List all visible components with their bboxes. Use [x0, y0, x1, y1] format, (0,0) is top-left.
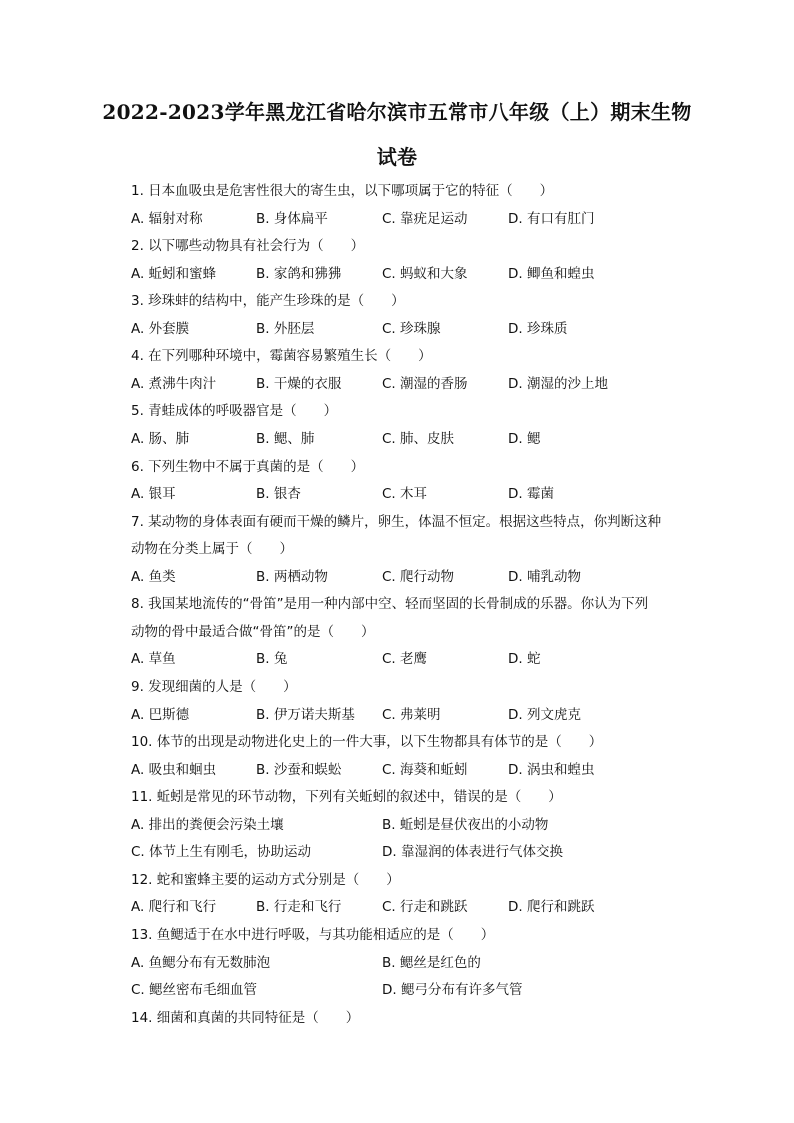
- question-5-stem-row: [0, 395, 794, 422]
- question-11-options-row-2: [0, 836, 794, 863]
- option-a: A. 肠、肺: [131, 431, 190, 447]
- question-4-options-row: [0, 368, 794, 395]
- option-a: A. 巴斯德: [131, 707, 190, 723]
- question-3-options-row: [0, 313, 794, 340]
- question-stem: 8. 我国某地流传的“骨笛”是用一种内部中空、轻而坚固的长骨制成的乐器。你认为下列: [131, 596, 649, 612]
- option-c: C. 靠疣足运动: [382, 211, 468, 227]
- option-b: B. 外胚层: [256, 321, 315, 337]
- option-b: B. 行走和飞行: [256, 899, 342, 915]
- question-11-stem-row: [0, 781, 794, 808]
- option-b: B. 两栖动物: [256, 569, 328, 585]
- option-c: C. 体节上生有刚毛，协助运动: [131, 844, 312, 860]
- question-3-stem-row: [0, 285, 794, 312]
- question-13-stem-row: [0, 919, 794, 946]
- question-2-options-row: [0, 258, 794, 285]
- question-stem-continued: 动物在分类上属于（ ）: [131, 541, 293, 557]
- option-d: D. 有口有肛门: [508, 211, 595, 227]
- option-a: A. 辐射对称: [131, 211, 203, 227]
- option-d: D. 潮湿的沙上地: [508, 376, 608, 392]
- option-b: B. 银杏: [256, 486, 301, 502]
- option-b: B. 兔: [256, 651, 288, 667]
- option-a: A. 鱼鳃分布有无数肺泡: [131, 955, 271, 971]
- option-a: A. 爬行和飞行: [131, 899, 217, 915]
- option-c: C. 弗莱明: [382, 707, 441, 723]
- option-a: A. 草鱼: [131, 651, 176, 667]
- question-14-stem-row: [0, 1002, 794, 1029]
- option-b: B. 鳃丝是红色的: [382, 955, 481, 971]
- option-b: B. 干燥的衣服: [256, 376, 342, 392]
- question-6-options-row: [0, 478, 794, 505]
- question-stem: 3. 珍珠蚌的结构中，能产生珍珠的是（ ）: [131, 293, 405, 309]
- question-8-stem-row: [0, 588, 794, 615]
- question-12-stem-row: [0, 864, 794, 891]
- exam-title-line2: 试卷: [376, 145, 418, 169]
- question-9-options-row: [0, 699, 794, 726]
- option-d: D. 鳃: [508, 431, 541, 447]
- exam-title-line1: 2022-2023学年黑龙江省哈尔滨市五常市八年级（上）期末生物: [102, 100, 692, 124]
- question-11-options-row-1: [0, 809, 794, 836]
- option-c: C. 肺、皮肤: [382, 431, 455, 447]
- option-a: A. 蚯蚓和蜜蜂: [131, 266, 217, 282]
- question-stem: 11. 蚯蚓是常见的环节动物，下列有关蚯蚓的叙述中，错误的是（ ）: [131, 789, 562, 805]
- option-b: B. 沙蚕和蜈蚣: [256, 762, 342, 778]
- option-b: B. 伊万诺夫斯基: [256, 707, 355, 723]
- question-4-stem-row: [0, 340, 794, 367]
- option-c: C. 木耳: [382, 486, 428, 502]
- option-d: D. 鳃弓分布有许多气管: [382, 982, 523, 998]
- question-7-stem-row-2: [0, 533, 794, 560]
- question-7-stem-row: [0, 506, 794, 533]
- question-2-stem-row: [0, 230, 794, 257]
- option-c: C. 老鹰: [382, 651, 428, 667]
- question-6-stem-row: [0, 451, 794, 478]
- option-a: A. 煮沸牛肉汁: [131, 376, 217, 392]
- option-b: B. 家鸽和狒狒: [256, 266, 342, 282]
- question-5-options-row: [0, 423, 794, 450]
- question-stem: 12. 蛇和蜜蜂主要的运动方式分别是（ ）: [131, 872, 400, 888]
- question-stem: 13. 鱼鳃适于在水中进行呼吸，与其功能相适应的是（ ）: [131, 927, 495, 943]
- option-b: B. 鳃、肺: [256, 431, 315, 447]
- option-d: D. 爬行和跳跃: [508, 899, 595, 915]
- option-a: A. 鱼类: [131, 569, 176, 585]
- question-stem: 1. 日本血吸虫是危害性很大的寄生虫，以下哪项属于它的特征（ ）: [131, 183, 554, 199]
- question-stem: 2. 以下哪些动物具有社会行为（ ）: [131, 238, 365, 254]
- question-10-stem-row: [0, 726, 794, 753]
- option-d: D. 哺乳动物: [508, 569, 581, 585]
- question-1-stem-row: [0, 175, 794, 202]
- option-a: A. 排出的粪便会污染土壤: [131, 817, 284, 833]
- option-d: D. 霉菌: [508, 486, 554, 502]
- option-d: D. 珍珠质: [508, 321, 568, 337]
- question-9-stem-row: [0, 671, 794, 698]
- question-stem: 7. 某动物的身体表面有硬而干燥的鳞片，卵生，体温不恒定。根据这些特点，你判断这种: [131, 514, 662, 530]
- option-c: C. 海葵和蚯蚓: [382, 762, 468, 778]
- option-c: C. 潮湿的香肠: [382, 376, 468, 392]
- question-stem: 10. 体节的出现是动物进化史上的一件大事，以下生物都具有体节的是（ ）: [131, 734, 603, 750]
- question-stem: 6. 下列生物中不属于真菌的是（ ）: [131, 459, 365, 475]
- question-12-options-row: [0, 891, 794, 918]
- option-d: D. 靠湿润的体表进行气体交换: [382, 844, 563, 860]
- option-d: D. 鲫鱼和蝗虫: [508, 266, 595, 282]
- option-a: A. 外套膜: [131, 321, 190, 337]
- option-b: B. 蚯蚓是昼伏夜出的小动物: [382, 817, 549, 833]
- option-c: C. 行走和跳跃: [382, 899, 468, 915]
- option-c: C. 鳃丝密布毛细血管: [131, 982, 258, 998]
- option-c: C. 珍珠腺: [382, 321, 441, 337]
- question-13-options-row-1: [0, 947, 794, 974]
- question-8-options-row: [0, 643, 794, 670]
- question-10-options-row: [0, 754, 794, 781]
- question-8-stem-row-2: [0, 616, 794, 643]
- option-d: D. 涡虫和蝗虫: [508, 762, 595, 778]
- question-1-options-row: [0, 203, 794, 230]
- question-stem: 9. 发现细菌的人是（ ）: [131, 679, 297, 695]
- option-c: C. 蚂蚁和大象: [382, 266, 468, 282]
- question-stem: 5. 青蛙成体的呼吸器官是（ ）: [131, 403, 338, 419]
- option-a: A. 银耳: [131, 486, 176, 502]
- option-d: D. 列文虎克: [508, 707, 581, 723]
- question-stem: 4. 在下列哪种环境中，霉菌容易繁殖生长（ ）: [131, 348, 432, 364]
- question-7-options-row: [0, 561, 794, 588]
- question-stem-continued: 动物的骨中最适合做“骨笛”的是（ ）: [131, 624, 375, 640]
- question-stem: 14. 细菌和真菌的共同特征是（ ）: [131, 1010, 360, 1026]
- question-13-options-row-2: [0, 974, 794, 1001]
- option-b: B. 身体扁平: [256, 211, 328, 227]
- option-c: C. 爬行动物: [382, 569, 455, 585]
- option-a: A. 吸虫和蛔虫: [131, 762, 217, 778]
- option-d: D. 蛇: [508, 651, 541, 667]
